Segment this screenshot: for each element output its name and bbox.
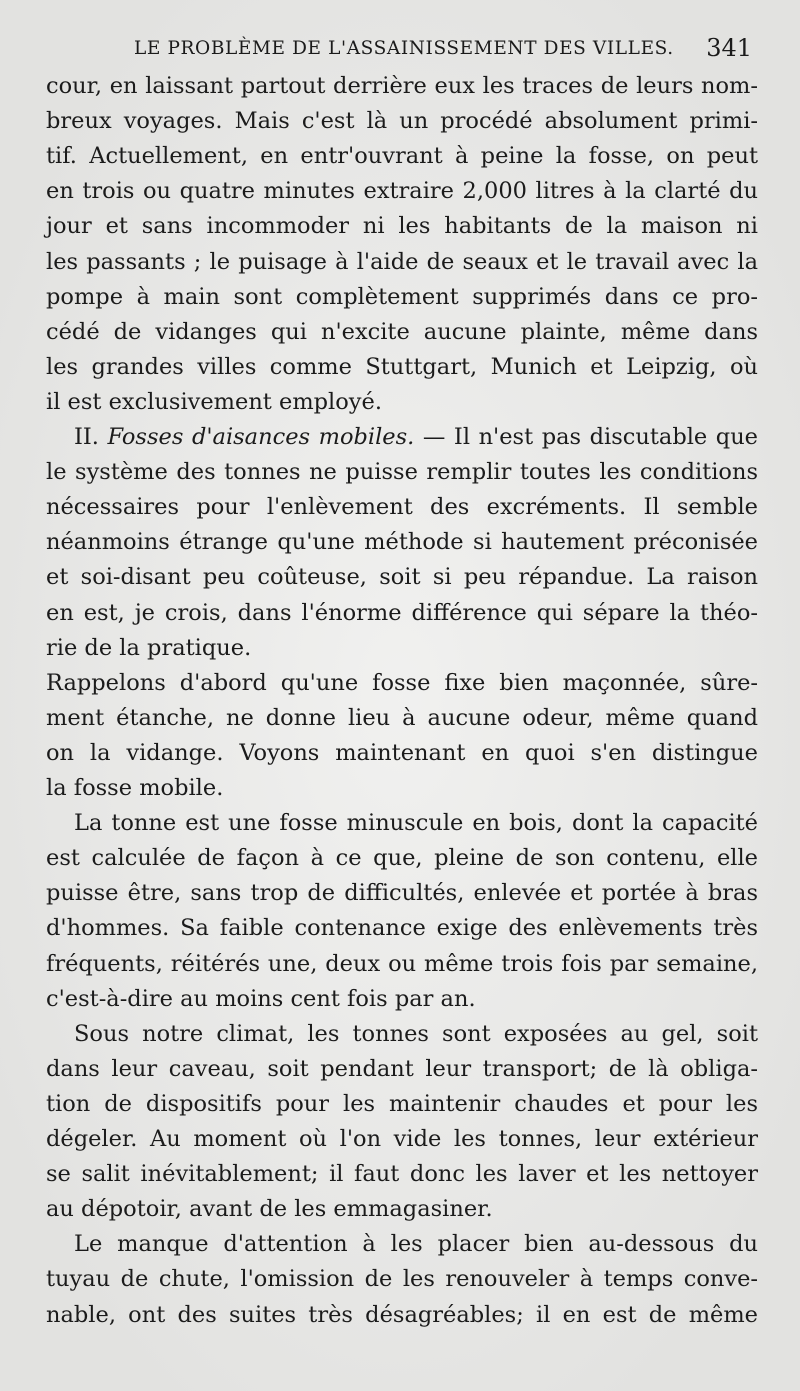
text-line bbox=[46, 984, 476, 1014]
line-text: tion de dispositifs pour les maintenir chaudes et pour les bbox=[46, 1090, 758, 1117]
section-number: II. bbox=[74, 424, 108, 450]
text-line bbox=[46, 633, 251, 663]
line-text: jour et sans incommoder ni les habitants de la maison ni bbox=[46, 213, 758, 240]
line-text: nécessaires pour l'enlèvement des excréments. Il semble bbox=[46, 494, 758, 521]
text-line bbox=[46, 949, 758, 979]
page-number: 341 bbox=[706, 34, 752, 62]
text-line bbox=[46, 492, 758, 522]
line-text: est calculée de façon à ce que, pleine de son contenu, elle bbox=[46, 845, 758, 872]
line-text: c'est-à-dire au moins cent fois par an. bbox=[46, 985, 476, 1012]
line-text: le système des tonnes ne puisse remplir toutes les conditions bbox=[46, 459, 758, 486]
line-text: cour, en laissant partout derrière eux les traces de leurs nom- bbox=[46, 73, 758, 99]
text-line bbox=[74, 422, 758, 452]
line-text: les grandes villes comme Stuttgart, Munich et Leipzig, où bbox=[46, 353, 758, 380]
text-line bbox=[46, 598, 758, 628]
text-line bbox=[46, 317, 758, 347]
text-line bbox=[46, 527, 758, 557]
line-text: ment étanche, ne donne lieu à aucune odeur, même quand bbox=[46, 704, 758, 731]
text-line bbox=[46, 1124, 758, 1154]
text-line bbox=[46, 878, 758, 908]
line-text: Le manque d'attention à les placer bien au-dessous du bbox=[74, 1231, 758, 1258]
text-line bbox=[46, 247, 758, 277]
text-line bbox=[46, 913, 758, 943]
line-text: rie de la pratique. bbox=[46, 634, 252, 661]
line-text: tuyau de chute, l'omission de les renouveler à temps conve- bbox=[46, 1266, 758, 1293]
text-line bbox=[46, 141, 758, 171]
text-line bbox=[46, 387, 382, 417]
line-text: — Il n'est pas discutable que bbox=[414, 424, 758, 450]
text-line bbox=[46, 668, 758, 698]
text-line bbox=[46, 1264, 758, 1294]
text-line bbox=[46, 738, 758, 768]
line-text: Sous notre climat, les tonnes sont exposées au gel, soit bbox=[74, 1020, 758, 1047]
text-line bbox=[46, 352, 758, 382]
text-line bbox=[46, 106, 758, 136]
text-line bbox=[46, 843, 758, 873]
line-text: au dépotoir, avant de les emmagasiner. bbox=[46, 1196, 493, 1223]
text-line bbox=[46, 1054, 758, 1084]
line-text: fréquents, réitérés une, deux ou même trois fois par semaine, bbox=[46, 950, 758, 977]
text-line bbox=[46, 773, 223, 803]
running-title: LE PROBLÈME DE L'ASSAINISSEMENT DES VILLES. bbox=[134, 38, 674, 59]
text-line bbox=[46, 457, 758, 487]
line-text: en est, je crois, dans l'énorme différence qui sépare la théo- bbox=[46, 599, 758, 626]
line-text: et soi-disant peu coûteuse, soit si peu répandue. La raison bbox=[46, 564, 758, 591]
line-text: dégeler. Au moment où l'on vide les tonnes, leur extérieur bbox=[46, 1126, 758, 1152]
line-text: on la vidange. Voyons maintenant en quoi s'en distingue bbox=[46, 739, 758, 766]
line-text: se salit inévitablement; il faut donc les laver et les nettoyer bbox=[46, 1161, 758, 1188]
text-line bbox=[46, 71, 758, 101]
line-text: dans leur caveau, soit pendant leur transport; de là obliga- bbox=[46, 1055, 758, 1082]
running-header bbox=[134, 32, 752, 66]
text-line bbox=[46, 1194, 493, 1224]
line-text: puisse être, sans trop de difficultés, enlevée et portée à bras bbox=[46, 880, 758, 907]
text-line bbox=[46, 1089, 758, 1119]
text-line bbox=[46, 176, 758, 206]
line-text: cédé de vidanges qui n'excite aucune plainte, même dans bbox=[46, 318, 758, 345]
line-text: la fosse mobile. bbox=[46, 775, 224, 801]
line-text: nable, ont des suites très désagréables; il en est de même bbox=[46, 1301, 758, 1328]
text-line bbox=[46, 1300, 758, 1330]
line-text: les passants ; le puisage à l'aide de seaux et le travail avec la bbox=[46, 248, 758, 275]
line-text: La tonne est une fosse minuscule en bois, dont la capacité bbox=[74, 810, 758, 837]
text-line bbox=[74, 808, 758, 838]
line-text: Rappelons d'abord qu'une fosse fixe bien maçonnée, sûre- bbox=[46, 669, 758, 696]
text-line bbox=[74, 1229, 758, 1259]
line-text: néanmoins étrange qu'une méthode si hautement préconisée bbox=[46, 529, 758, 556]
section-heading: Fosses d'aisances mobiles. bbox=[107, 424, 415, 450]
text-line bbox=[46, 562, 758, 592]
line-text: d'hommes. Sa faible contenance exige des enlèvements très bbox=[46, 915, 758, 942]
line-text: tif. Actuellement, en entr'ouvrant à peine la fosse, on peut bbox=[46, 143, 758, 170]
text-line bbox=[46, 211, 758, 241]
text-line bbox=[46, 1159, 758, 1189]
text-line bbox=[74, 1019, 758, 1049]
text-line bbox=[46, 703, 758, 733]
text-line bbox=[46, 282, 758, 312]
line-text: il est exclusivement employé. bbox=[46, 388, 382, 415]
line-text: en trois ou quatre minutes extraire 2,000 litres à la clarté du bbox=[46, 178, 758, 205]
line-text: breux voyages. Mais c'est là un procédé absolument primi- bbox=[46, 108, 758, 135]
line-text: pompe à main sont complètement supprimés dans ce pro- bbox=[46, 283, 758, 310]
